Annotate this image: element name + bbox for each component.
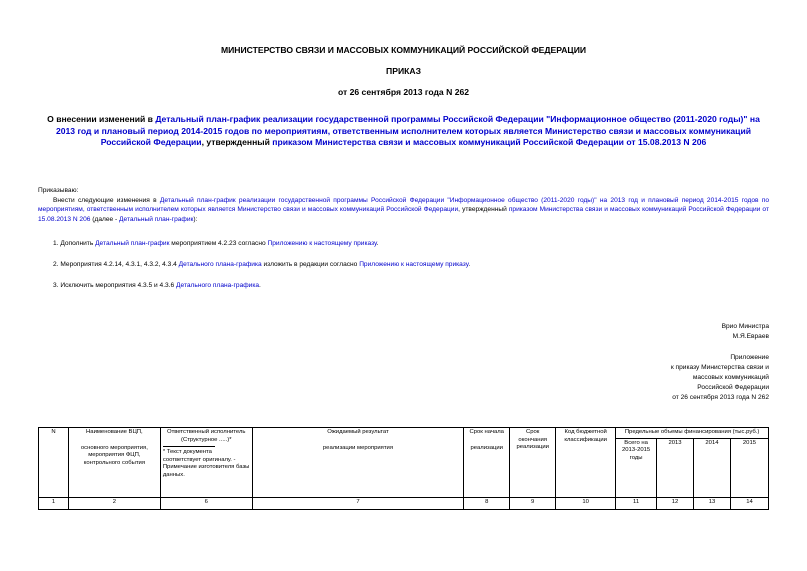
order-word: Приказываю: — [38, 187, 79, 194]
column-number-cell: 7 — [252, 497, 464, 509]
header-text: основного мероприятия, мероприятия ФЦП, контрольного события — [80, 444, 148, 466]
col-financing-header — [616, 428, 769, 439]
header-text: Срок начала — [469, 429, 504, 435]
header-text: реализации мероприятия — [322, 444, 394, 451]
col-total-header — [616, 438, 657, 497]
table-column-numbers-row — [39, 497, 769, 509]
col-2014-header — [694, 438, 731, 497]
list-item-1 — [53, 239, 379, 248]
column-number-cell: 6 — [160, 497, 252, 509]
signature-name: М.Я.Евраев — [732, 333, 769, 340]
item2-plan-link[interactable]: Детального плана-графика — [178, 261, 262, 268]
header-text: N — [51, 429, 56, 435]
col-2015-header — [730, 438, 768, 497]
title-text: , утвержденный — [201, 137, 273, 148]
col-result-header — [252, 428, 464, 498]
table-header-row — [39, 428, 769, 439]
document-date-number: от 26 сентября 2013 года N 262 — [337, 87, 470, 97]
title-text: О внесении изменений в — [47, 114, 156, 124]
header-text: Код бюджетной классификации — [564, 429, 607, 443]
col-2013-header — [657, 438, 694, 497]
list-item-2 — [53, 260, 470, 269]
col-budget-code-header — [556, 428, 616, 498]
item-text: мероприятием 4.2.23 согласно — [169, 240, 268, 247]
column-number-cell: 8 — [464, 497, 510, 509]
appendix-line: Российской Федерации — [697, 384, 769, 391]
item-text: изложить в редакции согласно — [261, 261, 360, 268]
item-text: 3. Исключить мероприятия 4.3.5 и 4.3.6 — [53, 282, 177, 289]
col-end-header — [510, 428, 556, 498]
intro-text: Внести следующие изменения в — [53, 197, 160, 204]
appendix-line: к приказу Министерства связи и — [670, 364, 769, 371]
appendix-line: от 26 сентября 2013 года N 262 — [672, 394, 769, 401]
document-type: ПРИКАЗ — [386, 66, 421, 76]
intro-order-link[interactable]: приказом Министерства связи и массовых коммуникаций Российской Федерации от 15.08.2013 N 206 — [38, 206, 769, 223]
column-number-cell: 13 — [694, 497, 731, 509]
document-title — [38, 114, 769, 149]
intro-text: ): — [193, 215, 198, 223]
column-number-cell: 11 — [616, 497, 657, 509]
column-number-cell: 14 — [730, 497, 768, 509]
col-name-header — [68, 428, 160, 498]
header-text: Наименование ВЦП, — [86, 429, 143, 435]
item3-plan-link[interactable]: Детального плана-графика — [176, 282, 260, 289]
intro-plan-link[interactable]: Детальный план-график реализации государственной программы Российской Федерации "Информационное общество (2011-2020 годы)" на 2013 год и плановый период 2014-2015 годов по мероприятиям, ответственным исполнителем которых является Министерство связи и массовых коммуникаций Российской Федерации — [38, 197, 769, 214]
ministry-header: МИНИСТЕРСТВО СВЯЗИ И МАССОВЫХ КОММУНИКАЦИЙ РОССИЙСКОЙ ФЕДЕРАЦИИ — [220, 45, 587, 55]
col-responsible-header — [160, 428, 252, 498]
header-text: Предельные объемы финансирования (тыс.руб.) — [624, 429, 760, 435]
header-text: 2013 — [668, 439, 682, 446]
item2-appendix-link[interactable]: Приложению к настоящему приказу — [359, 261, 469, 268]
item1-appendix-link[interactable]: Приложению к настоящему приказу — [267, 240, 377, 247]
header-text: 2015 — [742, 439, 757, 446]
item-text: 1. Дополнить — [53, 240, 96, 247]
title-order-link[interactable]: приказом Министерства связи и массовых коммуникаций Российской Федерации от 15.08.2013 N 206 — [272, 137, 707, 148]
header-text: Ответственный исполнитель — [167, 429, 246, 435]
column-number-cell: 12 — [657, 497, 694, 509]
col-start-header — [464, 428, 510, 498]
intro-text: , утвержденный — [458, 206, 509, 214]
item-text: . — [468, 261, 471, 268]
footnote-text: * Текст документа соответствует оригиналу. - Примечание изготовителя базы данных. — [162, 449, 250, 478]
appendix-table — [38, 427, 769, 510]
item-text: 2. Мероприятия 4.2.14, 4.3.1, 4.3.2, 4.3.4 — [53, 261, 179, 268]
item-text: . — [376, 240, 379, 247]
appendix-line: Приложение — [730, 354, 769, 361]
appendix-line: массовых коммуникаций — [692, 374, 769, 381]
column-number-cell: 10 — [556, 497, 616, 509]
intro-short-plan-link[interactable]: Детальный план-график — [119, 215, 194, 223]
item-text: . — [259, 282, 261, 289]
signature-position: Врио Министра — [721, 323, 769, 330]
header-text: Срок окончания — [518, 429, 547, 443]
intro-text: (далее - — [90, 215, 120, 223]
col-number-header — [39, 428, 69, 498]
footnote-divider — [163, 446, 215, 447]
column-number-cell: 1 — [39, 497, 69, 509]
header-text: (Структурное .....)* — [180, 436, 232, 443]
item1-plan-link[interactable]: Детальный план-график — [95, 240, 170, 247]
title-plan-link[interactable]: Детальный план-график реализации государственной программы Российской Федерации "Информационное общество (2011-2020 годы)" на 2013 год и плановый период 2014-2015 годов по мероприятиям, ответственным исполнителем которых является Министерство связи и массовых коммуникаций Российской Федерации — [55, 114, 760, 148]
header-text: реализации — [470, 444, 503, 451]
column-number-cell: 9 — [510, 497, 556, 509]
header-text: реализации — [516, 444, 549, 451]
header-text: 2014 — [705, 439, 719, 446]
intro-paragraph — [38, 196, 769, 224]
header-text: Ожидаемый результат — [327, 429, 389, 435]
column-number-cell: 2 — [68, 497, 160, 509]
header-text: Всего на 2013-2015 годы — [622, 439, 651, 461]
list-item-3 — [53, 281, 261, 290]
